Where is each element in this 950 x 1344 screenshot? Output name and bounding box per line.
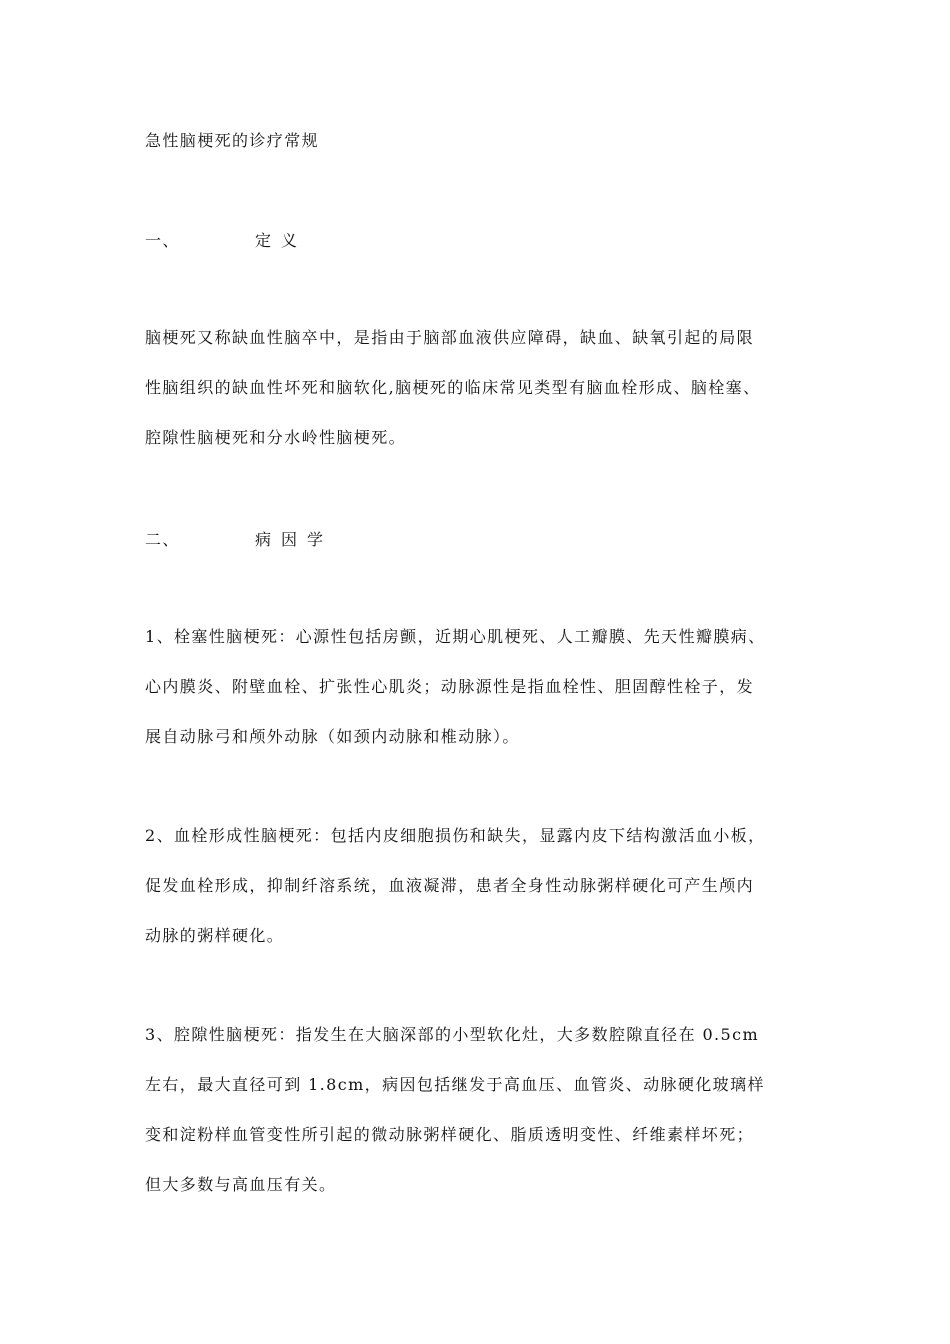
etiology-item-embolic: [145, 612, 810, 762]
paragraph-line: 动脉的粥样硬化。: [145, 926, 285, 945]
section-label: 病因学: [255, 530, 334, 549]
paragraph-line: 腔隙性脑梗死和分水岭性脑梗死。: [145, 428, 407, 447]
paragraph-line: 脑梗死又称缺血性脑卒中，是指由于脑部血液供应障碍，缺血、缺氧引起的局限: [145, 328, 755, 347]
section-number: 一、: [145, 231, 180, 250]
paragraph-line: 3、腔隙性脑梗死：指发生在大脑深部的小型软化灶，大多数腔隙直径在 0.5cm: [145, 1025, 760, 1044]
paragraph-line: 但大多数与高血压有关。: [145, 1175, 337, 1194]
etiology-item-thrombotic: [145, 811, 810, 961]
paragraph-line: 性脑组织的缺血性坏死和脑软化,脑梗死的临床常见类型有脑血栓形成、脑栓塞、: [145, 378, 761, 397]
definition-paragraph: [145, 313, 810, 463]
section-label: 定义: [255, 231, 308, 250]
paragraph-line: 左右，最大直径可到 1.8cm，病因包括继发于高血压、血管炎、动脉硬化玻璃样: [145, 1075, 765, 1094]
paragraph-line: 2、血栓形成性脑梗死：包括内皮细胞损伤和缺失，显露内皮下结构激活血小板，: [145, 826, 766, 845]
section-heading-definition: [145, 228, 810, 251]
paragraph-line: 1、栓塞性脑梗死：心源性包括房颤，近期心肌梗死、人工瓣膜、先天性瓣膜病、: [145, 627, 766, 646]
section-number: 二、: [145, 530, 180, 549]
document-title: 急性脑梗死的诊疗常规: [145, 131, 320, 150]
section-heading-etiology: [145, 527, 810, 550]
paragraph-line: 展自动脉弓和颅外动脉（如颈内动脉和椎动脉）。: [145, 727, 520, 746]
etiology-item-lacunar: [145, 1010, 810, 1210]
paragraph-line: 促发血栓形成，抑制纤溶系统，血液凝滞，患者全身性动脉粥样硬化可产生颅内: [145, 876, 755, 895]
paragraph-line: 心内膜炎、附壁血栓、扩张性心肌炎；动脉源性是指血栓性、胆固醇性栓子，发: [145, 677, 755, 696]
paragraph-line: 变和淀粉样血管变性所引起的微动脉粥样硬化、脂质透明变性、纤维素样坏死；: [145, 1125, 755, 1144]
